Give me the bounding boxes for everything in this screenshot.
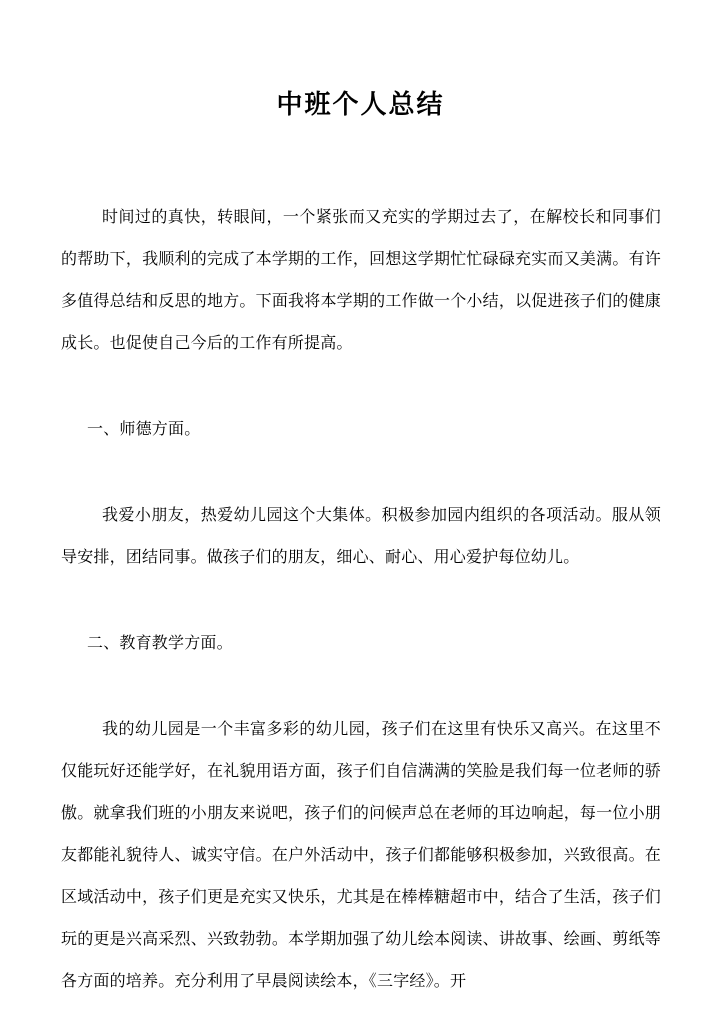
paragraph-spacer xyxy=(61,450,661,494)
paragraph-spacer xyxy=(61,364,661,408)
paragraph-spacer xyxy=(61,664,661,708)
paragraph-spacer xyxy=(61,578,661,622)
section-2-paragraph: 我的幼儿园是一个丰富多彩的幼儿园，孩子们在这里有快乐又高兴。在这里不仅能玩好还能学好，在礼貌用语方面，孩子们自信满满的笑脸是我们每一位老师的骄傲。就拿我们班的小朋友来说吧，孩子们的问候声总在老师的耳边响起，每一位小朋友都能礼貌待人、诚实守信。在户外活动中，孩子们都能够积极参加，兴致很高。在区域活动中，孩子们更是充实又快乐，尤其是在棒棒糖超市中，结合了生活，孩子们玩的更是兴高采烈、兴致勃勃。本学期加强了幼儿绘本阅读、讲故事、绘画、剪纸等各方面的培养。充分利用了早晨阅读绘本，《三字经》。开 xyxy=(61,719,661,990)
section-1-paragraph: 我爱小朋友，热爱幼儿园这个大集体。积极参加园内组织的各项活动。服从领导安排，团结同事。做孩子们的朋友，细心、耐心、用心爱护每位幼儿。 xyxy=(61,505,661,566)
section-heading-1: 一、师德方面。 xyxy=(87,419,201,438)
document-body xyxy=(61,196,661,1002)
page-title: 中班个人总结 xyxy=(276,90,445,120)
section-heading-2: 二、教育教学方面。 xyxy=(87,633,233,652)
intro-paragraph: 时间过的真快，转眼间，一个紧张而又充实的学期过去了，在解校长和同事们的帮助下，我顺利的完成了本学期的工作，回想这学期忙忙碌碌充实而又美满。有许多值得总结和反思的地方。下面我将本学期的工作做一个小结，以促进孩子们的健康成长。也促使自己今后的工作有所提高。 xyxy=(61,207,661,352)
